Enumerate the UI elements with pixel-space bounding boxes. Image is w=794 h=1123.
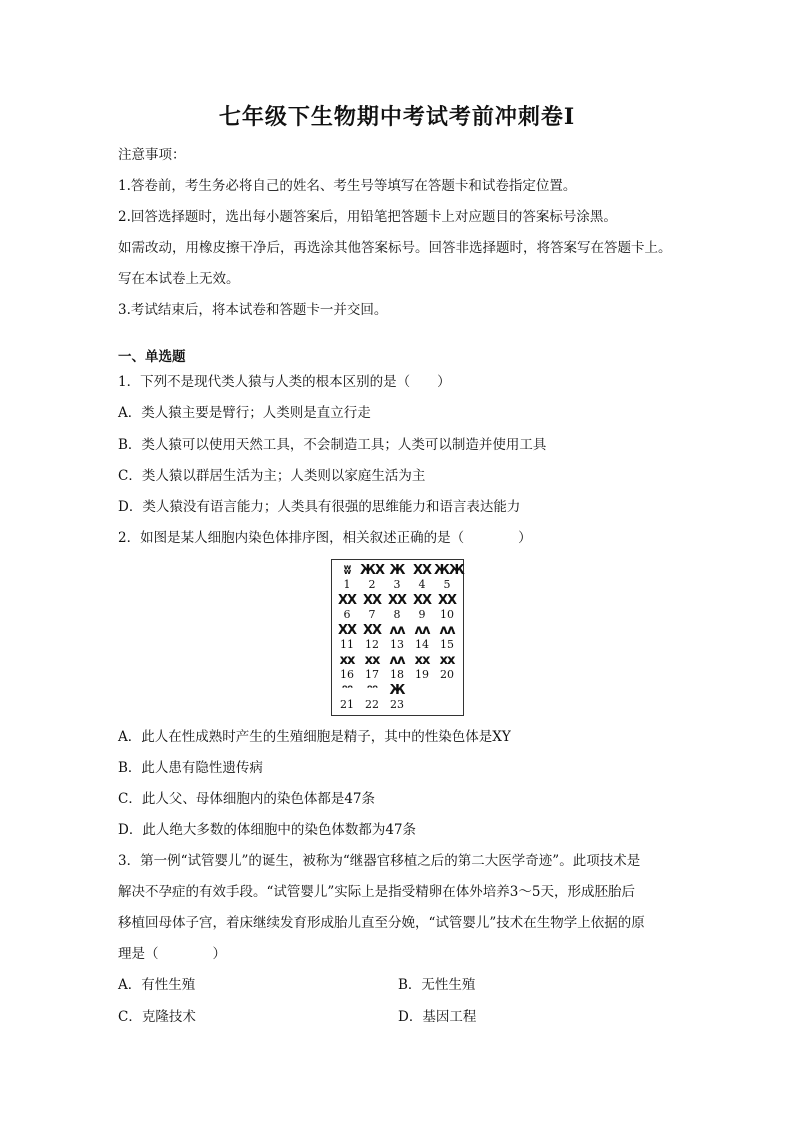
question-3-stem-line: 理是（ ） <box>118 946 226 962</box>
chromosome-glyph: XX <box>437 593 457 608</box>
chromosome-number: 9 <box>418 608 426 621</box>
chromosome-pair <box>434 563 464 591</box>
question-1-option-d: D．类人猿没有语言能力；人类具有很强的思维能力和语言表达能力 <box>118 499 521 515</box>
chromosome-number: 5 <box>443 578 451 591</box>
question-1-option-a: A．类人猿主要是臂行；人类则是直立行走 <box>118 405 371 421</box>
chromosome-pair <box>334 684 360 711</box>
chromosome-number: 8 <box>393 608 401 621</box>
chromosome-glyph: Ж <box>389 683 405 698</box>
notice-heading: 注意事项： <box>118 147 186 163</box>
chromosome-number: 11 <box>340 638 354 651</box>
question-2-option-a: A．此人在性成熟时产生的生殖细胞是精子，其中的性染色体是XY <box>118 729 511 745</box>
question-3-stem-line: 3．第一例“试管婴儿”的诞生，被称为“继器官移植之后的第二大医学奇迹”。此项技术是 <box>118 853 641 869</box>
chromosome-number: 2 <box>368 578 376 591</box>
chromosome-glyph: xx <box>439 653 455 668</box>
chromosome-glyph: XX <box>337 593 357 608</box>
chromosome-glyph: ЖЖ <box>434 563 464 578</box>
chromosome-pair <box>359 594 385 621</box>
chromosome-glyph: ᵔᵔ <box>341 683 353 698</box>
chromosome-pair <box>384 624 410 651</box>
chromosome-pair <box>359 564 385 591</box>
notice-line: 写在本试卷上无效。 <box>118 271 240 287</box>
chromosome-pair <box>384 684 410 711</box>
chromosome-number: 19 <box>415 668 429 681</box>
question-1-option-b: B．类人猿可以使用天然工具，不会制造工具；人类可以制造并使用工具 <box>118 437 547 453</box>
chromosome-number: 1 <box>343 578 351 591</box>
chromosome-glyph: ᴧᴧ <box>389 623 405 638</box>
chromosome-glyph: xx <box>414 653 430 668</box>
chromosome-pair <box>334 654 360 681</box>
question-3-option-c: C．克隆技术 <box>118 1009 196 1025</box>
chromosome-number: 21 <box>340 698 354 711</box>
chromosome-pair <box>384 654 410 681</box>
section-heading: 一、单选题 <box>118 349 186 365</box>
question-3-option-b: B．无性生殖 <box>398 977 476 993</box>
question-3-option-a: A．有性生殖 <box>118 977 196 993</box>
chromosome-number: 13 <box>390 638 404 651</box>
notice-line: 如需改动，用橡皮擦干净后，再选涂其他答案标号。回答非选择题时，将答案写在答题卡上。 <box>118 240 672 256</box>
chromosome-pair <box>409 594 435 621</box>
chromosome-pair <box>434 594 460 621</box>
chromosome-number: 15 <box>440 638 454 651</box>
question-3-option-d: D．基因工程 <box>398 1009 477 1025</box>
question-2-stem: 2．如图是某人细胞内染色体排序图，相关叙述正确的是（ ） <box>118 530 532 546</box>
chromosome-glyph: xx <box>339 653 355 668</box>
question-2-option-b: B．此人患有隐性遗传病 <box>118 760 263 776</box>
chromosome-number: 7 <box>368 608 376 621</box>
chromosome-number: 22 <box>365 698 379 711</box>
chromosome-number: 10 <box>440 608 454 621</box>
chromosome-number: 12 <box>365 638 379 651</box>
chromosome-pair <box>409 564 435 591</box>
question-3-stem-line: 移植回母体子宫，着床继续发育形成胎儿直至分娩，“试管婴儿”技术在生物学上依据的原 <box>118 915 645 931</box>
chromosome-pair <box>384 564 410 591</box>
chromosome-glyph: XX <box>362 623 382 638</box>
chromosome-number: 6 <box>343 608 351 621</box>
chromosome-number: 16 <box>340 668 354 681</box>
chromosome-glyph: ЖX <box>360 563 384 578</box>
chromosome-number: 20 <box>440 668 454 681</box>
question-1-stem: 1．下列不是现代类人猿与人类的根本区别的是（ ） <box>118 374 451 390</box>
chromosome-glyph: ᴧᴧ <box>389 653 405 668</box>
chromosome-pair <box>334 624 360 651</box>
chromosome-pair <box>434 654 460 681</box>
question-2-option-d: D．此人绝大多数的体细胞中的染色体数都为47条 <box>118 822 417 838</box>
chromosome-pair <box>359 684 385 711</box>
question-1-option-c: C．类人猿以群居生活为主；人类则以家庭生活为主 <box>118 468 426 484</box>
karyotype-figure <box>331 559 464 716</box>
chromosome-glyph: XX <box>412 593 432 608</box>
chromosome-glyph: XX <box>412 563 432 578</box>
chromosome-glyph: XX <box>387 593 407 608</box>
chromosome-glyph: XX <box>337 623 357 638</box>
chromosome-glyph: ᵔᵔ <box>366 683 378 698</box>
chromosome-pair <box>434 624 460 651</box>
question-3-stem-line: 解决不孕症的有效手段。“试管婴儿”实际上是指受精卵在体外培养3～5天，形成胚胎后 <box>118 884 635 900</box>
chromosome-glyph: XX <box>362 593 382 608</box>
page-title: 七年级下生物期中考试考前冲刺卷Ⅰ <box>218 104 576 130</box>
chromosome-number: 3 <box>393 578 401 591</box>
chromosome-number: 18 <box>390 668 404 681</box>
chromosome-glyph: ᴧᴧ <box>439 623 455 638</box>
chromosome-number: 17 <box>365 668 379 681</box>
chromosome-pair <box>359 624 385 651</box>
notice-line: 3.考试结束后，将本试卷和答题卡一并交回。 <box>118 302 388 318</box>
question-2-option-c: C．此人父、母体细胞内的染色体都是47条 <box>118 791 376 807</box>
chromosome-number: 4 <box>418 578 426 591</box>
chromosome-number: 23 <box>390 698 404 711</box>
chromosome-pair <box>334 564 360 591</box>
chromosome-pair <box>384 594 410 621</box>
chromosome-pair <box>409 654 435 681</box>
chromosome-number: 14 <box>415 638 429 651</box>
notice-line: 1.答卷前，考生务必将自己的姓名、考生号等填写在答题卡和试卷指定位置。 <box>118 178 577 194</box>
chromosome-pair <box>409 624 435 651</box>
chromosome-glyph: xx <box>364 653 380 668</box>
chromosome-pair <box>359 654 385 681</box>
chromosome-pair <box>334 594 360 621</box>
chromosome-glyph: ᴧᴧ <box>414 623 430 638</box>
chromosome-glyph: Ж <box>389 563 405 578</box>
notice-line: 2.回答选择题时，选出每小题答案后，用铅笔把答题卡上对应题目的答案标号涂黑。 <box>118 209 617 225</box>
chromosome-glyph: ʬ <box>343 563 351 578</box>
